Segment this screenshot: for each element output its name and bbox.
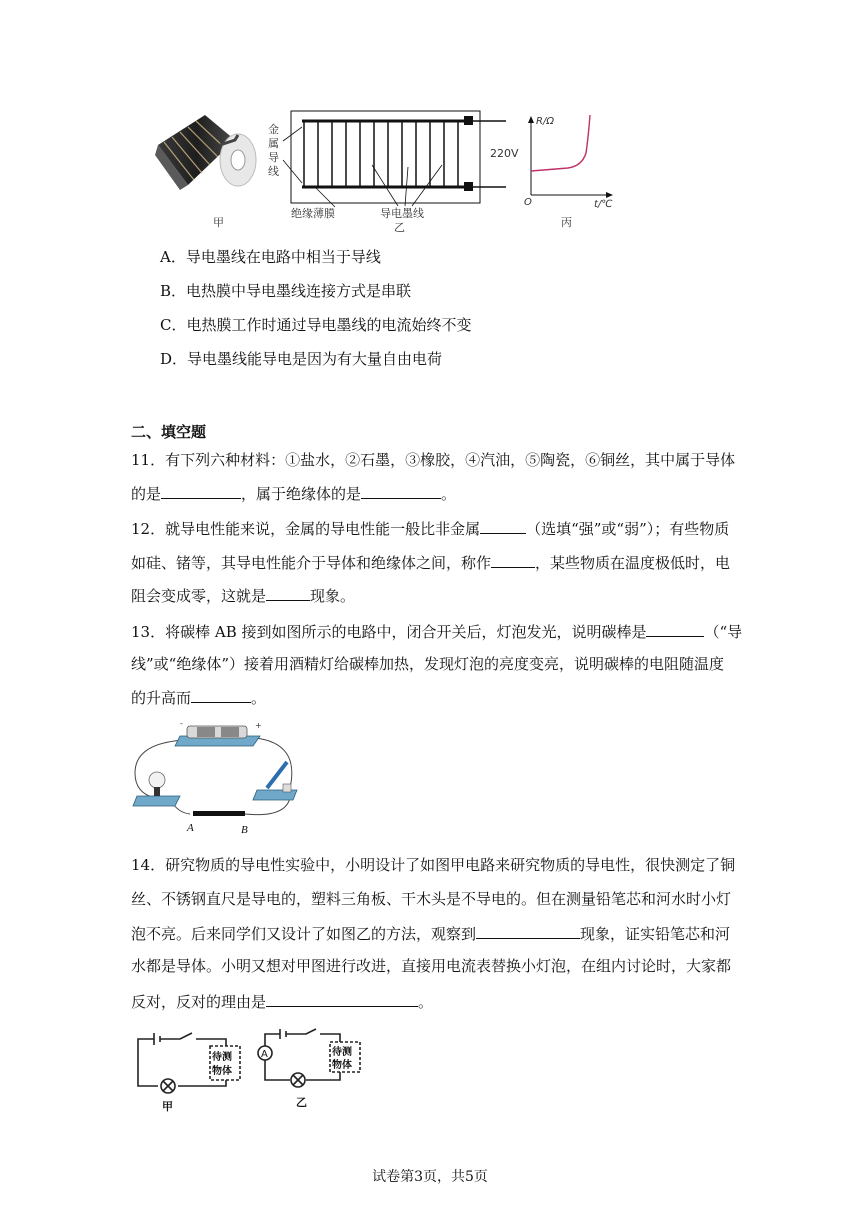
q14-circuit-figures: [130, 1024, 380, 1114]
q14-text-3a: 泡不亮。后来同学们又设计了如图乙的方法，观察到: [131, 925, 477, 943]
circuit-jia: [138, 1033, 240, 1093]
option-b: B．电热膜中导电墨线连接方式是串联: [160, 282, 412, 300]
svg-text:+: +: [255, 721, 262, 730]
insulating-film-label: 绝缘薄膜: [291, 207, 335, 220]
q14-text-5a: 反对，反对的理由是: [131, 993, 267, 1011]
q13-text-3b: 。: [251, 689, 267, 707]
option-a: A．导电墨线在电路中相当于导线: [160, 248, 381, 266]
q12-text-3a: 阻会变成零，这就是: [131, 587, 267, 605]
label-jia: 甲: [213, 216, 224, 229]
q12-blank-3[interactable]: [266, 584, 310, 601]
figure-heating-film: [150, 105, 620, 235]
q11-text-b: ，属于绝缘体的是: [241, 485, 362, 503]
q12-line3: [131, 584, 355, 606]
ammeter-symbol: A: [261, 1049, 268, 1060]
q14-line4: 水都是导体。小明又想对甲图进行改进，直接用电流表替换小灯泡，在组内讨论时，大家都: [131, 957, 732, 975]
graph-x-label: t/℃: [594, 199, 613, 210]
q14-text-3b: 现象，证实铅笔芯和河: [580, 925, 731, 943]
metal-wire-label-0: 金: [268, 123, 279, 136]
q12-text-2b: ，某些物质在温度极低时，电: [535, 554, 731, 572]
yi-box-label-0: 待测: [332, 1047, 352, 1058]
svg-text:-: -: [180, 719, 183, 728]
q12-text-2a: 如硅、锗等，其导电性能介于导体和绝缘体之间，称作: [131, 554, 492, 572]
q12-line1: [131, 517, 729, 539]
q12-text-1a: 12．就导电性能来说，金属的导电性能一般比非金属: [131, 520, 481, 538]
q13-circuit-figure: [125, 718, 310, 840]
graph-origin: O: [524, 197, 532, 208]
q13-blank-2[interactable]: [191, 686, 251, 703]
voltage-label: 220V: [490, 147, 519, 160]
q11-text-c: 。: [441, 485, 457, 503]
q13-line1: [131, 620, 742, 642]
q14-line2: 丝、不锈钢直尺是导电的，塑料三角板、干木头是不导电的。但在测量铅笔芯和河水时小灯: [131, 890, 732, 908]
q11-blank-insulator[interactable]: [361, 482, 441, 499]
metal-wire-label-3: 线: [268, 165, 279, 178]
jia-box-label-0: 待测: [212, 1052, 232, 1063]
q12-text-3b: 现象。: [310, 587, 356, 605]
q11-line2: [131, 482, 456, 504]
circuit-yi: [258, 1029, 360, 1087]
page-footer: 试卷第3页，共5页: [372, 1169, 488, 1185]
q14-blank-1[interactable]: [476, 922, 580, 939]
section-title: 二、填空题: [131, 423, 207, 441]
q14-blank-2[interactable]: [266, 990, 418, 1007]
q13-blank-1[interactable]: [646, 620, 704, 637]
q11-line1: 11．有下列六种材料：①盐水，②石墨，③橡胶，④汽油，⑤陶瓷，⑥铜丝，其中属于导体: [131, 451, 736, 469]
q14-line3: [131, 922, 730, 944]
film-roll-photo: [155, 115, 256, 190]
ink-line-label: 导电墨线: [380, 207, 424, 220]
q13-label-a: A: [187, 822, 194, 834]
q14-fig-yi: 乙: [296, 1096, 307, 1109]
yi-box-label-1: 物体: [332, 1060, 352, 1071]
jia-box-label-1: 物体: [212, 1066, 232, 1077]
q13-text-1a: 13．将碳棒 AB 接到如图所示的电路中，闭合开关后，灯泡发光，说明碳棒是: [131, 623, 647, 641]
label-yi: 乙: [394, 221, 405, 234]
option-d: D．导电墨线能导电是因为有大量自由电荷: [160, 350, 443, 368]
q13-label-b: B: [241, 824, 248, 836]
metal-wire-label-1: 属: [268, 137, 279, 150]
q14-line1: 14．研究物质的导电性实验中，小明设计了如图甲电路来研究物质的导电性，很快测定了铜: [131, 856, 736, 874]
ink-line-diagram: [283, 111, 506, 207]
metal-wire-label-2: 导: [268, 151, 279, 164]
q13-line2: 线”或“绝缘体”）接着用酒精灯给碳棒加热，发现灯泡的亮度变亮，说明碳棒的电阻随温度: [131, 655, 725, 673]
q12-text-1b: （选填“强”或“弱”）；有些物质: [526, 520, 730, 538]
q12-blank-2[interactable]: [491, 551, 535, 568]
q11-blank-conductor[interactable]: [161, 482, 241, 499]
q12-blank-1[interactable]: [480, 517, 526, 534]
q12-line2: [131, 551, 730, 573]
graph-y-label: R/Ω: [536, 116, 554, 127]
q13-text-1b: （“导: [704, 623, 743, 641]
q14-line5: [131, 990, 433, 1012]
label-bing: 丙: [561, 216, 572, 229]
q11-text-a: 的是: [131, 485, 162, 503]
q13-line3: [131, 686, 266, 708]
q14-text-5b: 。: [418, 993, 434, 1011]
option-c: C．电热膜工作时通过导电墨线的电流始终不变: [160, 316, 472, 334]
q14-fig-jia: 甲: [162, 1100, 173, 1113]
resistance-temperature-graph: [528, 115, 613, 198]
q13-text-3a: 的升高而: [131, 689, 192, 707]
